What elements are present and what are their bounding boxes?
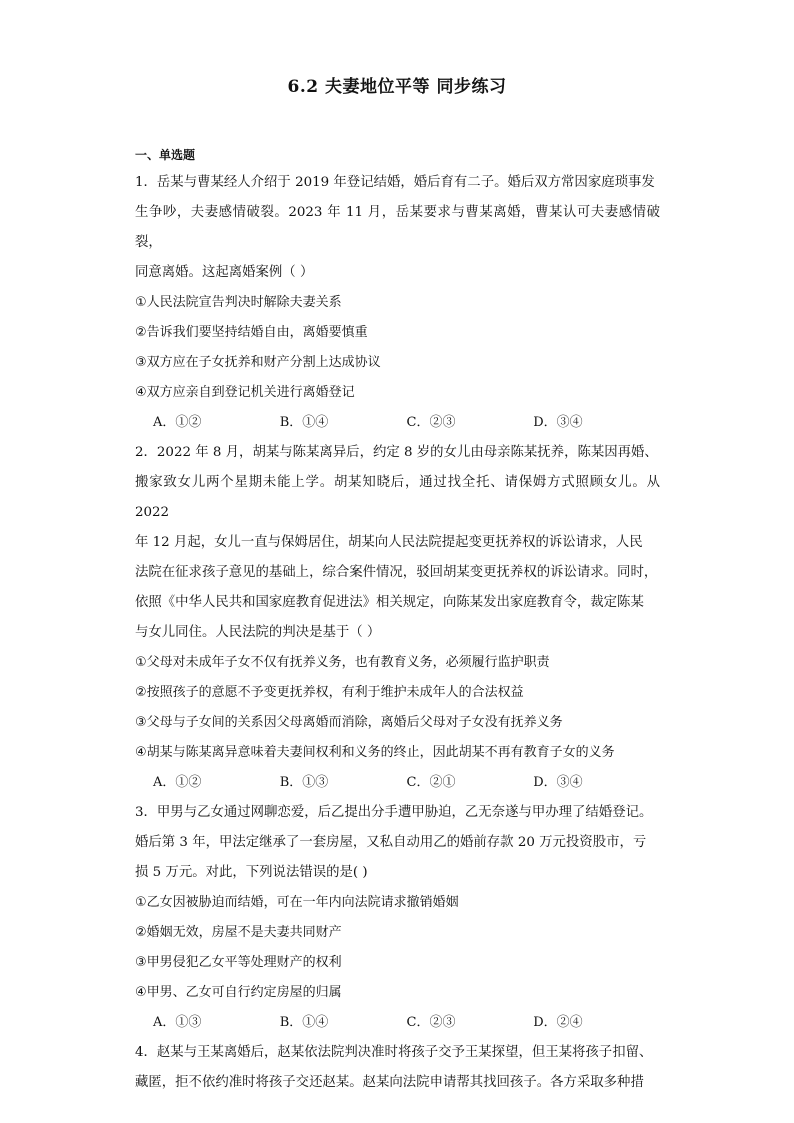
choice-d: D．③④ [533, 415, 583, 430]
section-heading: 一、单选题 [135, 148, 196, 162]
statement-option: ④胡某与陈某离异意味着夫妻间权利和义务的终止，因此胡某不再有教育子女的义务 [135, 745, 615, 760]
question-1 [135, 168, 660, 438]
question-list [135, 168, 660, 1098]
question-text-line: 年 12 月起，女儿一直与保姆居住，胡某向人民法院提起变更抚养权的诉讼请求，人民 [135, 535, 643, 550]
statement-option: ②告诉我们要坚持结婚自由，离婚要慎重 [135, 325, 368, 340]
question-text-line: 与女儿同住。人民法院的判决是基于（ ） [135, 625, 381, 640]
statement-option: ①父母对未成年子女不仅有抚养义务，也有教育义务，必须履行监护职责 [135, 655, 550, 670]
choice-c: C．②③ [406, 1015, 456, 1030]
choice-b: B．①③ [279, 775, 329, 790]
choice-d: D．②④ [533, 1015, 583, 1030]
choice-b: B．①④ [279, 415, 329, 430]
question-text-line: 同意离婚。这起离婚案例（ ） [135, 265, 314, 280]
question-text-line: 搬家致女儿两个星期未能上学。胡某知晓后，通过找全托、请保姆方式照顾女儿。从 2022 [135, 475, 660, 520]
question-2 [135, 438, 660, 798]
choice-a: A．①② [153, 775, 202, 790]
answer-choices [135, 1008, 660, 1038]
question-text-line: 法院在征求孩子意见的基础上，综合案件情况，驳回胡某变更抚养权的诉讼请求。同时， [135, 565, 658, 580]
question-text-line: 生争吵，夫妻感情破裂。2023 年 11 月，岳某要求与曹某离婚，曹某认可夫妻感情破裂， [135, 205, 660, 250]
question-text-line: 损 5 万元。对此，下列说法错误的是( ) [135, 865, 368, 880]
choice-a: A．①② [153, 415, 202, 430]
question-text-line: 依照《中华人民共和国家庭教育促进法》相关规定，向陈某发出家庭教育令，裁定陈某 [135, 595, 644, 610]
statement-option: ②婚姻无效，房屋不是夫妻共同财产 [135, 925, 342, 940]
choice-a: A．①③ [153, 1015, 202, 1030]
question-text-line: 4．赵某与王某离婚后，赵某依法院判决准时将孩子交予王某探望，但王某将孩子扣留、 [135, 1045, 653, 1060]
choice-d: D．③④ [533, 775, 583, 790]
statement-option: ③父母与子女间的关系因父母离婚而消除，离婚后父母对子女没有抚养义务 [135, 715, 563, 730]
question-4 [135, 1038, 660, 1098]
statement-option: ②按照孩子的意愿不予变更抚养权，有利于维护未成年人的合法权益 [135, 685, 524, 700]
statement-option: ①乙女因被胁迫而结婚，可在一年内向法院请求撤销婚姻 [135, 895, 459, 910]
question-text-line: 2．2022 年 8 月，胡某与陈某离异后，约定 8 岁的女儿由母亲陈某抚养，陈某因再婚、 [135, 445, 658, 460]
statement-option: ③双方应在子女抚养和财产分割上达成协议 [135, 355, 381, 370]
question-3 [135, 798, 660, 1038]
answer-choices [135, 408, 660, 438]
question-text-line: 婚后第 3 年，甲法定继承了一套房屋，又私自动用乙的婚前存款 20 万元投资股市，亏 [135, 835, 647, 850]
statement-option: ③甲男侵犯乙女平等处理财产的权利 [135, 955, 342, 970]
choice-c: C．②③ [406, 415, 456, 430]
choice-b: B．①④ [279, 1015, 329, 1030]
page-title: 6.2 夫妻地位平等 同步练习 [287, 77, 507, 97]
question-text-line: 1．岳某与曹某经人介绍于 2019 年登记结婚，婚后育有二子。婚后双方常因家庭琐事发 [135, 175, 655, 190]
answer-choices [135, 768, 660, 798]
question-text-line: 藏匿，拒不依约准时将孩子交还赵某。赵某向法院申请帮其找回孩子。各方采取多种措 [135, 1075, 644, 1090]
choice-c: C．②① [406, 775, 456, 790]
statement-option: ①人民法院宣告判决时解除夫妻关系 [135, 295, 342, 310]
statement-option: ④双方应亲自到登记机关进行离婚登记 [135, 385, 355, 400]
statement-option: ④甲男、乙女可自行约定房屋的归属 [135, 985, 342, 1000]
question-text-line: 3．甲男与乙女通过网聊恋爱，后乙提出分手遭甲胁迫，乙无奈遂与甲办理了结婚登记。 [135, 805, 653, 820]
